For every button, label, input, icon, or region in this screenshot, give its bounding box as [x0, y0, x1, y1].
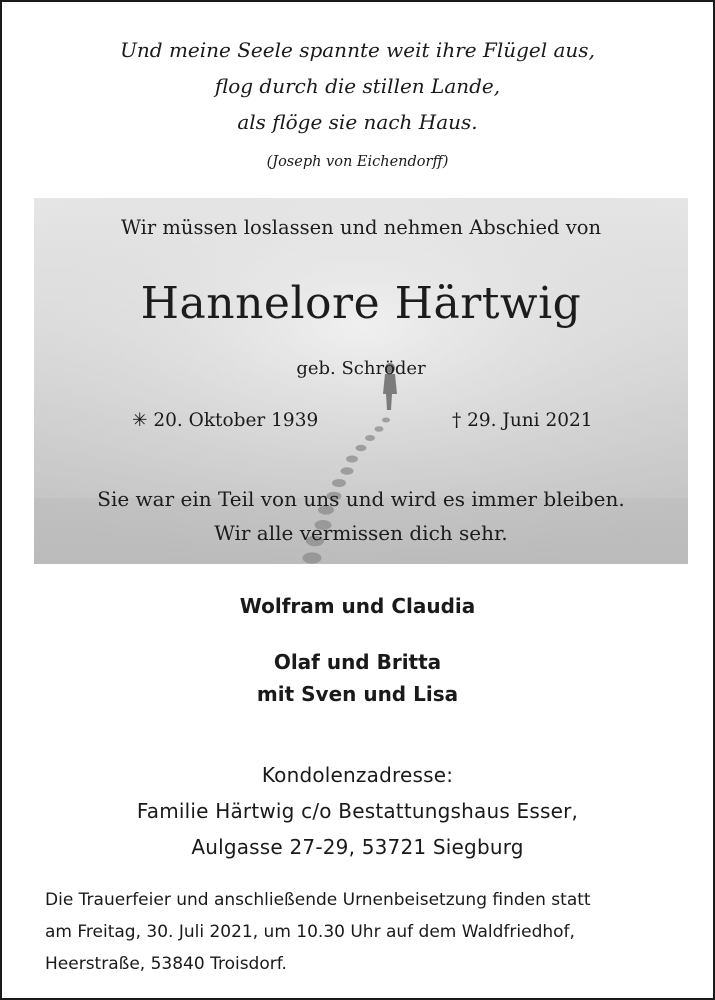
- funeral-line: Heerstraße, 53840 Troisdorf.: [45, 954, 287, 974]
- mourners-group: [2, 646, 713, 710]
- address-line: Familie Härtwig c/o Bestattungshaus Esser,: [136, 799, 579, 823]
- snow-footprints-photo: [34, 198, 688, 564]
- death-date: † 29. Juni 2021: [452, 410, 593, 431]
- condolence-address: [2, 757, 713, 865]
- address-line: Aulgasse 27-29, 53721 Siegburg: [191, 835, 524, 859]
- memorial-saying: [34, 482, 688, 550]
- birth-name: geb. Schröder: [296, 358, 426, 379]
- poem-line: Und meine Seele spannte weit ihre Flügel aus,: [120, 38, 595, 62]
- birth-date: ✳ 20. Oktober 1939: [132, 410, 319, 431]
- mourner-line: Olaf und Britta: [273, 650, 442, 674]
- funeral-line: am Freitag, 30. Juli 2021, um 10.30 Uhr auf dem Waldfriedhof,: [45, 922, 575, 942]
- deceased-name: Hannelore Härtwig: [140, 278, 582, 329]
- mourner-line: mit Sven und Lisa: [256, 682, 459, 706]
- mourners-group: [2, 590, 713, 622]
- poem-line: als flöge sie nach Haus.: [237, 110, 478, 134]
- funeral-line: Die Trauerfeier und anschließende Urnenbeisetzung finden statt: [45, 890, 591, 910]
- poem-line: flog durch die stillen Lande,: [214, 74, 501, 98]
- funeral-details: [45, 884, 677, 980]
- mourner-line: Wolfram und Claudia: [239, 594, 476, 618]
- farewell-intro: Wir müssen loslassen und nehmen Abschied von: [120, 216, 602, 239]
- poem-author: (Joseph von Eichendorff): [266, 154, 449, 170]
- address-line: Kondolenzadresse:: [261, 763, 454, 787]
- saying-line: Sie war ein Teil von uns und wird es immer bleiben.: [97, 487, 625, 511]
- saying-line: Wir alle vermissen dich sehr.: [214, 521, 508, 545]
- poem: [2, 32, 713, 140]
